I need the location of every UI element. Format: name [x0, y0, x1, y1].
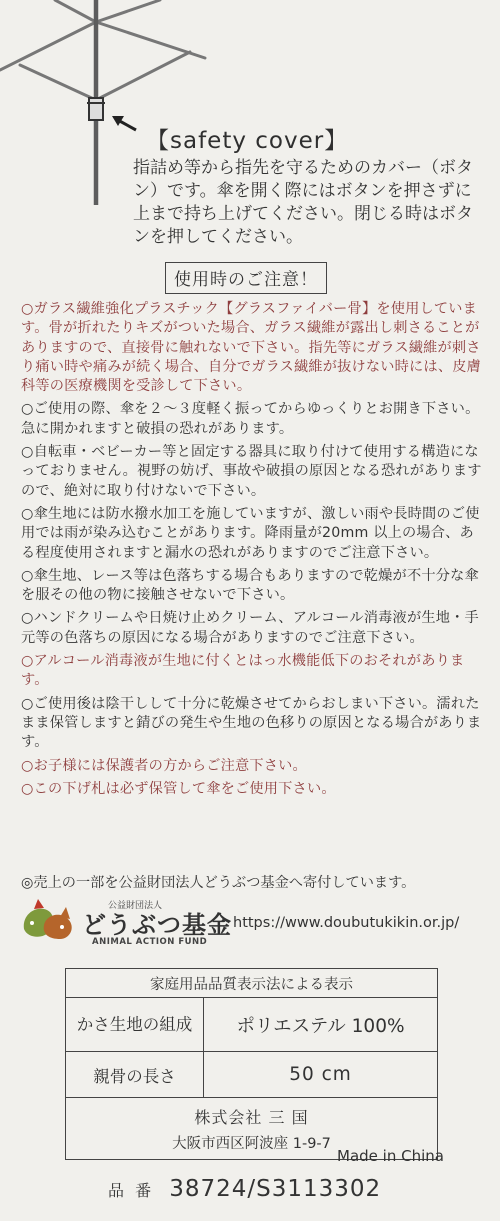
donation-note: ◎売上の一部を公益財団法人どうぶつ基金へ寄付しています。: [21, 875, 416, 891]
product-number: [108, 1176, 381, 1202]
note-color-fade: ○傘生地、レース等は色落ちする場合もありますので乾燥が不十分な傘を服その他の物に接触させないで下さい。: [21, 567, 479, 604]
arrow-icon: [112, 116, 136, 130]
material-value: ポリエステル 100%: [236, 1015, 405, 1037]
fund-english-name: ANIMAL ACTION FUND: [92, 937, 208, 947]
animal-action-fund-logo: [20, 895, 82, 943]
quality-table-header-text: 家庭用品品質表示法による表示: [150, 976, 353, 993]
note-drying: ○ご使用後は陰干しして十分に乾燥させてからおしまい下さい。濡れたまま保管しますと錆びの発生や生地の色移りの原因となる場合があります。: [21, 695, 482, 751]
note-opening: ○ご使用の際、傘を２～３度軽く振ってからゆっくりとお開き下さい。急に開かれますと破損の恐れがあります。: [21, 401, 480, 437]
note-alcohol: ○アルコール消毒液が生地に付くとはっ水機能低下のおそれがあります。: [21, 653, 465, 689]
note-keep-tag: ○この下げ札は必ず保管して傘をご使用下さい。: [21, 780, 336, 797]
caution-heading: 使用時のご注意！: [165, 262, 327, 294]
safety-cover-title: 【safety cover】: [146, 128, 349, 154]
caution-notes: [21, 300, 483, 803]
rib-length-value: 50 cm: [289, 1064, 352, 1085]
company-address: 大阪市西区阿波座 1-9-7: [172, 1135, 331, 1152]
company-name: 株式会社 三 国: [194, 1107, 309, 1127]
safety-cover-description: 指詰め等から指先を守るためのカバー（ボタン）です。傘を開く際にはボタンを押さずに上まで持ち上げてください。閉じる時はボタンを押してください。: [133, 158, 473, 247]
quality-table-header: [66, 969, 437, 997]
note-children: ○お子様には保護者の方からご注意下さい。: [21, 757, 307, 774]
note-waterproof: ○傘生地には防水撥水加工を施していますが、激しい雨や長時間のご使用では雨が染み込むことがあります。降雨量が20mm 以上の場合、ある程度使用されますと漏水の恐れがありますのでご注意下さい。: [21, 505, 480, 561]
rib-length-row: [66, 1051, 437, 1097]
rib-length-label: 親骨の長さ: [66, 1052, 204, 1097]
made-in-label: Made in China: [337, 1147, 444, 1165]
fund-url: https://www.doubutukikin.or.jp/: [233, 915, 460, 931]
material-row: [66, 997, 437, 1051]
note-glass-fiber: ○ガラス繊維強化プラスチック【グラスファイバー骨】を使用しています。骨が折れたりキズがついた場合、ガラス繊維が露出し刺さることがありますので、直接骨に触れないで下さい。指先等にガラス繊維が刺さり痛い時や痛みが続く場合、自分でガラス繊維が抜けない時には、皮膚科等の医療機関を受診して下さい。: [21, 301, 481, 395]
note-bicycle: ○自転車・ベビーカー等と固定する器具に取り付けて使用する構造になっておりません。視野の妨げ、事故や破損の原因となる恐れがありますので、絶対に取り付けないで下さい。: [21, 444, 482, 499]
quality-label-table: [65, 968, 438, 1160]
fund-name: どうぶつ基金: [82, 911, 232, 939]
fund-small-label: 公益財団法人: [108, 901, 163, 911]
material-label: かさ生地の組成: [66, 998, 204, 1051]
note-hand-cream: ○ハンドクリームや日焼け止めクリーム、アルコール消毒液が生地・手元等の色落ちの原因になる場合がありますのでご注意下さい。: [21, 610, 479, 646]
product-number-value: 38724/S3113302: [169, 1176, 382, 1202]
product-number-label: 品 番: [108, 1181, 155, 1200]
